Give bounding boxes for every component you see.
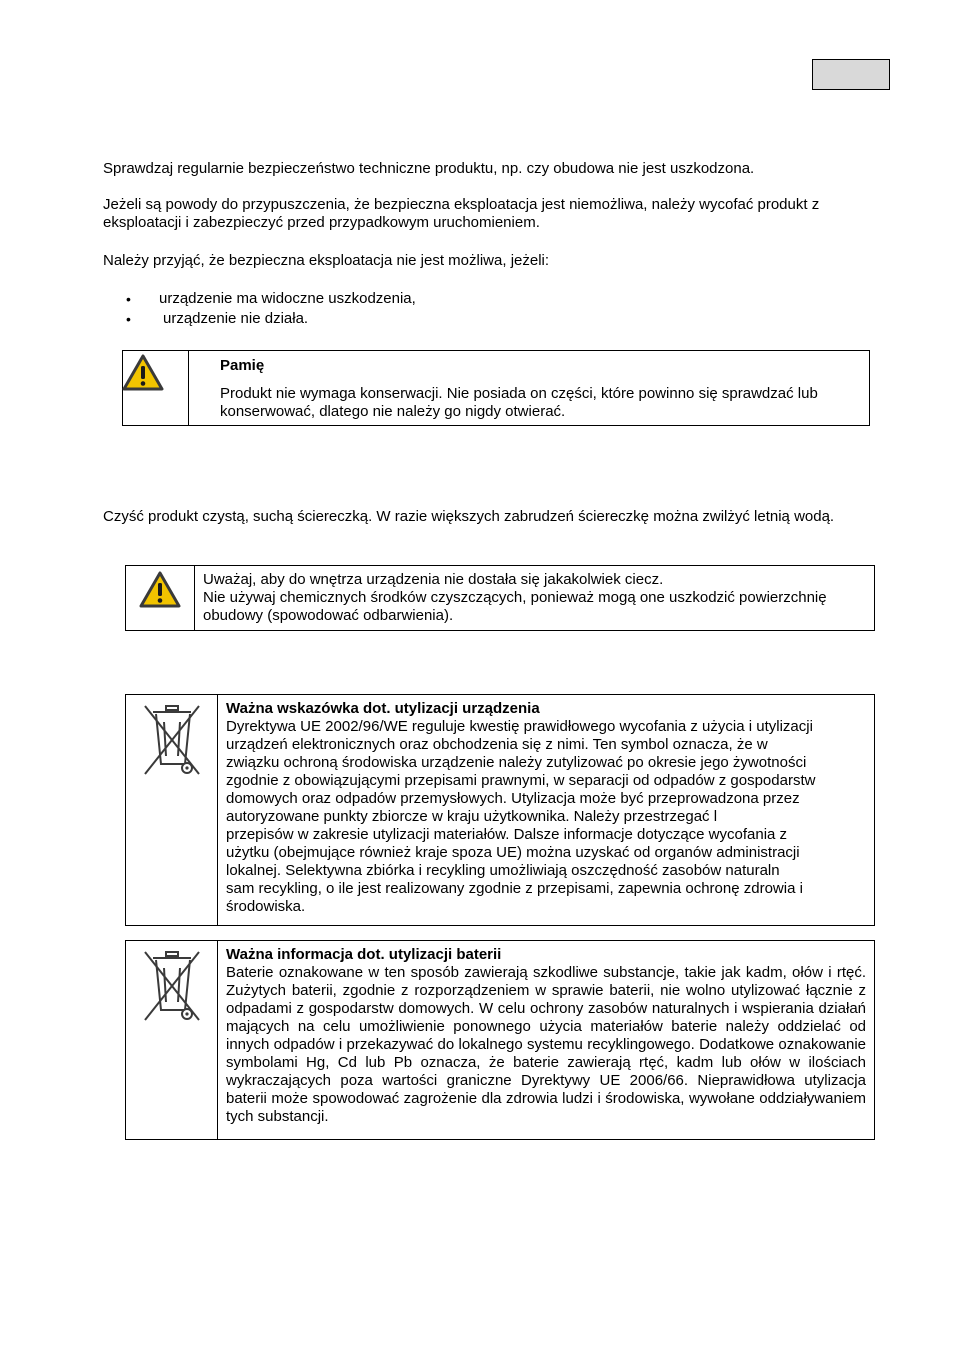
notice-title: Pamię	[220, 357, 265, 374]
disposal-line: lokalnej. Selektywna zbiórka i recykling umożliwiają oszczędność zasobów naturaln	[226, 862, 780, 879]
icon-cell	[123, 351, 189, 425]
disposal-text	[218, 695, 874, 925]
battery-disposal-box	[125, 940, 875, 1140]
battery-text	[218, 941, 874, 1139]
disposal-title: Ważna wskazówka dot. utylizacji urządzenia	[226, 700, 540, 717]
disposal-line: środowiska.	[226, 898, 306, 915]
maintenance-notice-box	[122, 350, 870, 426]
warning-icon	[121, 353, 165, 393]
disposal-line: użytku (obejmujące również kraje spoza UE) można uzyskać od organów administracji	[226, 844, 800, 861]
list-item-text: urządzenie ma widoczne uszkodzenia,	[159, 290, 416, 307]
device-disposal-box	[125, 694, 875, 926]
paragraph-safety-check: Sprawdzaj regularnie bezpieczeństwo techniczne produktu, np. czy obudowa nie jest uszkodzona.	[103, 160, 755, 177]
bullet-marker: •	[126, 311, 131, 327]
list-item-text: urządzenie nie działa.	[163, 310, 309, 327]
paragraph-unsafe-conditions: Należy przyjąć, że bezpieczna eksploatacja nie jest możliwa, jeżeli:	[103, 252, 550, 269]
disposal-line: autoryzowane punkty zbiorcze w kraju użytkownika. Należy przestrzegać l	[226, 808, 718, 825]
liquid-warning-box	[125, 565, 875, 631]
battery-body: Baterie oznakowane w ten sposób zawierają szkodliwe substancje, takie jak kadm, ołów i rtęć. Zużytych baterii, zgodnie z rozporządzeniem w sprawie baterii, nie wolno utylizować łącznie z odpadami z gospodarstw domowych. W celu ochrony zasobów naturalnych i wspierania działań mających na celu umożliwienie ponownego użycia materiałów baterie należy oddzielać od innych odpadów i przekazywać do lokalnego systemu recyklingowego. Dodatkowe oznakowanie symbolami Hg, Cd lub Pb oznacza, że baterie zawierają rtęć, kadm lub ołów w ilościach wykraczających poza wartości graniczne Dyrektywy UE 2006/66. Nieprawidłowa utylizacja baterii może spowodować zagrożenie dla zdrowia ludzi i środowiska, wywołane oddziaływaniem tych substancji.	[226, 964, 866, 1125]
icon-cell	[126, 566, 195, 630]
icon-cell	[126, 695, 218, 925]
disposal-line: Dyrektywa UE 2002/96/WE reguluje kwestię prawidłowego wycofania z użycia i utylizacji	[226, 718, 813, 735]
warning-text	[195, 566, 874, 630]
icon-cell	[126, 941, 218, 1139]
battery-title: Ważna informacja dot. utylizacji baterii	[226, 946, 502, 963]
crossed-bin-icon	[141, 700, 203, 780]
notice-body: Produkt nie wymaga konserwacji. Nie posiada on części, które powinno się sprawdzać lub konserwować, dlatego nie należy go nigdy otwierać.	[220, 385, 818, 420]
notice-text	[189, 351, 869, 425]
bullet-marker: •	[126, 291, 131, 307]
paragraph-cleaning: Czyść produkt czystą, suchą ściereczką. W razie większych zabrudzeń ściereczkę można zwilżyć letnią wodą.	[103, 508, 835, 525]
disposal-line: sam recykling, o ile jest realizowany zgodnie z przepisami, zapewnia ochronę zdrowia i	[226, 880, 803, 897]
warning-line-2: Nie używaj chemicznych środków czyszczących, ponieważ mogą one uszkodzić powierzchnię obudowy (spowodować odbarwienia).	[203, 589, 827, 624]
disposal-line: przepisów w zakresie utylizacji materiałów. Dalsze informacje dotyczące wycofania z	[226, 826, 788, 843]
paragraph-withdraw-product: Jeżeli są powody do przypuszczenia, że bezpieczna eksploatacja jest niemożliwa, należy wycofać produkt z eksploatacji i zabezpieczyć przed przypadkowym uruchomieniem.	[103, 196, 820, 231]
warning-icon	[138, 570, 182, 610]
language-tab	[812, 59, 890, 90]
crossed-bin-icon	[141, 946, 203, 1026]
warning-line-1: Uważaj, aby do wnętrza urządzenia nie dostała się jakakolwiek ciecz.	[203, 571, 664, 588]
disposal-line: urządzeń elektronicznych oraz obchodzenia się z nimi. Ten symbol oznacza, że w	[226, 736, 768, 753]
disposal-line: zgodnie z obowiązującymi przepisami prawnymi, w separacji od odpadów z gospodarstw	[226, 772, 816, 789]
disposal-line: domowych oraz odpadów przemysłowych. Utylizacja może być przeprowadzona przez	[226, 790, 800, 807]
disposal-line: związku ochroną środowiska urządzenie należy zutylizować po okresie jego żywotności	[226, 754, 807, 771]
